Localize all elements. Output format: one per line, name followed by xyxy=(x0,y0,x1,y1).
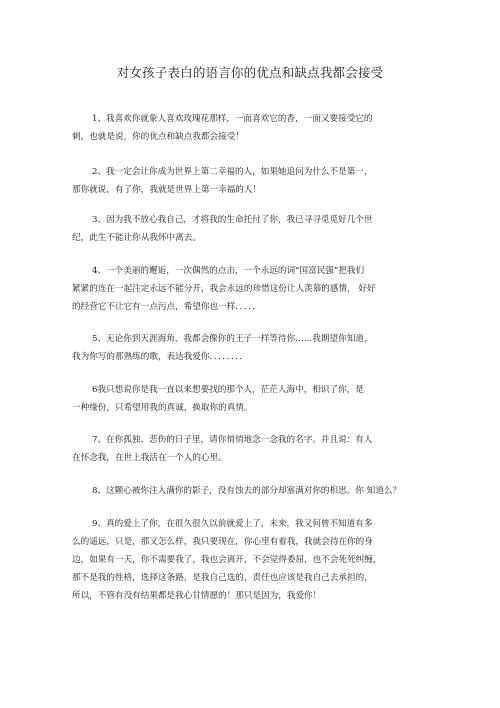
paragraph-line: 那你就说，有了你，我就是世界上第一幸福的人！ xyxy=(72,185,262,195)
paragraph-line: 所以，不管有没有结果都是我心甘情愿的！那只是因为，我爱你！ xyxy=(72,591,322,601)
paragraph-2 xyxy=(72,163,412,199)
paragraph-line: 6我只想说你是我一直以来想要找的那个人，茫茫人海中，相识了你，是 xyxy=(92,385,364,395)
paragraph-8 xyxy=(72,482,412,500)
paragraph-7 xyxy=(72,431,412,467)
paragraph-line: 3、因为我不放心我自己，才将我的生命托付了你，我已寻寻觅觅好几个世 xyxy=(92,215,373,225)
paragraph-line: 4、一个美丽的邂逅，一次偶然的点击，一个永远的词“国富民强”把我们 xyxy=(92,266,365,276)
paragraph-line: 一种缘份，只希望用我的真诚，换取你的真情。 xyxy=(72,403,253,413)
paragraph-3 xyxy=(72,211,412,247)
paragraph-line: 的经营它不让它有一点污点，希望你也一样．．．．． xyxy=(72,302,262,312)
paragraph-9 xyxy=(72,515,412,605)
paragraph-line: 1、我喜欢你就象人喜欢玫瑰花那样，一面喜欢它的香，一面又要接受它的 xyxy=(92,114,373,124)
paragraph-line: 5、无论你到天涯海角，我都会像你的王子一样等待你……我期望你知道， xyxy=(92,334,373,344)
paragraph-line: 刺，也就是说，你的优点和缺点我都会接受！ xyxy=(72,132,244,142)
paragraph-line: 我为你写的那熟练的歌，表达我爱你．．．．．．．． xyxy=(72,352,249,362)
paragraph-line: 紧紧的连在一起注定永远不能分开，我会永远的珍惜这份让人羡慕的感情， 好好 xyxy=(72,284,376,294)
paragraph-line: 8、这颗心被你注入满你的影子，没有蚀去的部分却塞满对你的相思。你 知道么？ xyxy=(92,486,401,496)
paragraph-4 xyxy=(72,262,412,316)
document-title: 对女孩子表白的语言你的优点和缺点我都会接受 xyxy=(116,65,384,80)
paragraph-line: 么的遥远，只是，那又怎么样，我只要现在，你心里有着我，我就会待在你的身 xyxy=(72,537,373,547)
paragraph-line: 9、真的爱上了你，在很久很久以前就爱上了，未来，我又何曾不知道有多 xyxy=(92,519,373,529)
paragraph-line: 那不是我的性格，选择这条路，是我自己选的，责任也应该是我自己去承担的， xyxy=(72,573,373,583)
paragraph-line: 2、我一定会让你成为世界上第二幸福的人，如果她追问为什么不是第一， xyxy=(92,167,373,177)
paragraph-line: 纪，此生不能让你从我怀中离去。 xyxy=(72,233,201,243)
paragraph-5 xyxy=(72,330,412,366)
paragraph-1 xyxy=(72,110,412,146)
paragraph-line: 边，如果有一天，你不需要我了，我也会离开，不会觉得委屈，也不会死死纠缠， xyxy=(72,555,382,565)
paragraph-6 xyxy=(72,381,412,417)
paragraph-line: 7、在你孤独、悲伤的日子里，请你悄悄地念一念我的名字。并且说：有人 xyxy=(92,435,373,445)
paragraph-line: 在怀念我，在世上我活在一个人的心里。 xyxy=(72,453,227,463)
